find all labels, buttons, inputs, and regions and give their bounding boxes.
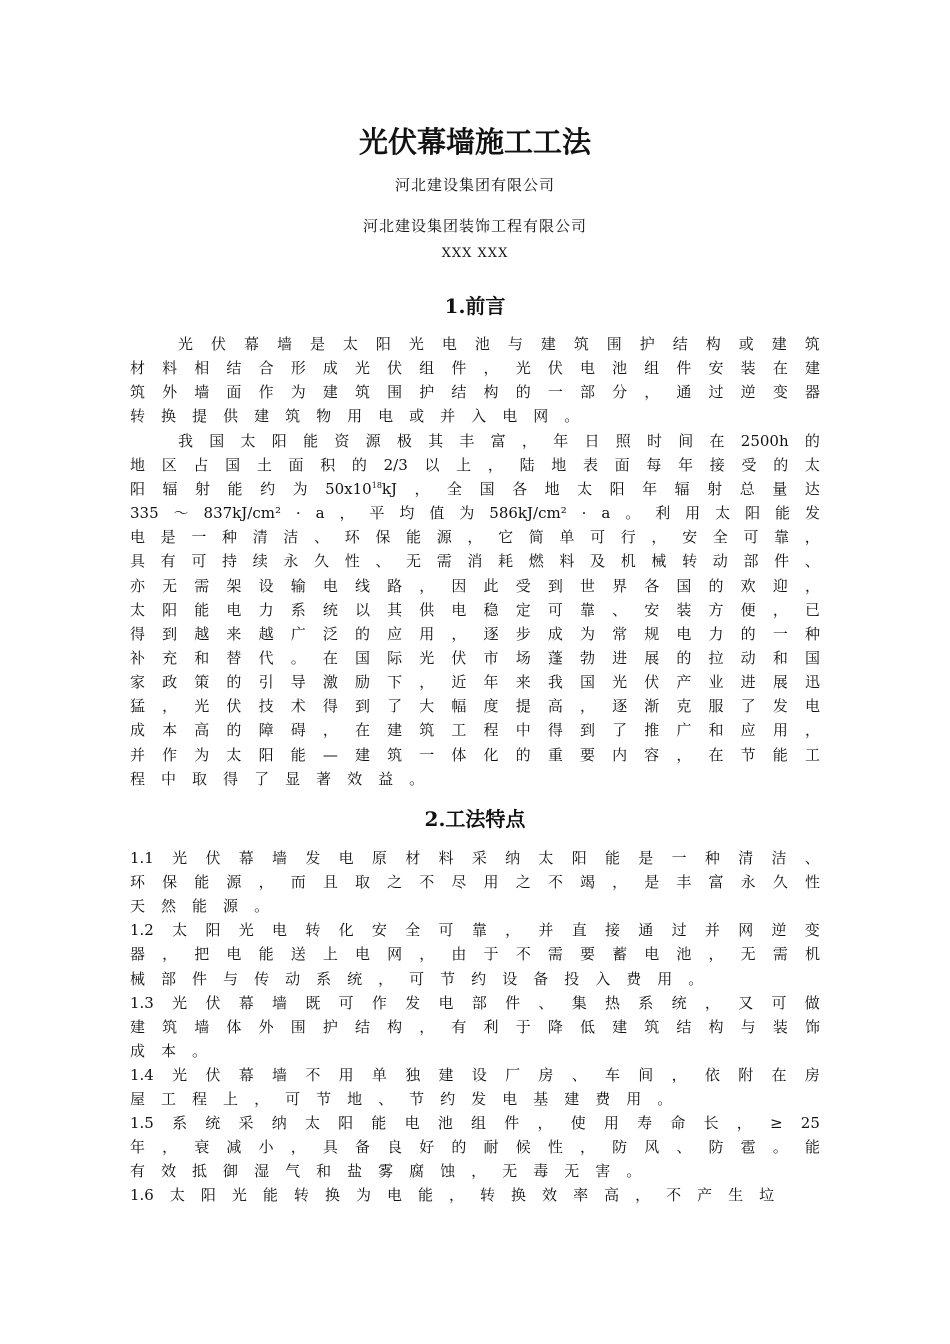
text-line: 补 充 和 替 代 。 在 国 际 光 伏 市 场 蓬 勃 进 展 的 拉 动 和 国 <box>130 648 820 667</box>
text-line: 械 部 件 与 传 动 系 统 ， 可 节 约 设 备 投 入 费 用 。 <box>130 969 704 988</box>
text-line: 1.5 系 统 采 纳 太 阳 能 电 池 组 件 ， 使 用 寿 命 长 ， ≥ 25 <box>130 1114 820 1133</box>
text-line: 环 保 能 源 ， 而 且 取 之 不 尽 用 之 不 竭 ， 是 丰 富 永 久 性 <box>130 873 820 892</box>
text-line: 1.3 光 伏 幕 墙 既 可 作 发 电 部 件 、 集 热 系 统 ， 又 可 做 <box>130 993 820 1012</box>
text-line: 屋 工 程 上 ， 可 节 地 、 节 约 发 电 基 建 费 用 。 <box>130 1090 673 1108</box>
text-line: 阳 辐 射 能 约 为 $50x10^{18}kJ$ ， 全 国 各 地 太 阳 年 辐 射 总 量 达 <box>130 479 820 498</box>
text-line: 天 然 能 源 。 <box>130 897 270 916</box>
text-line: 得 到 越 来 越 广 泛 的 应 用 ， 逐 步 成 为 常 规 电 力 的 一 种 <box>130 624 820 643</box>
text-line: 1.2 太 阳 光 电 转 化 安 全 可 靠 ， 并 直 接 通 过 并 网 逆 变 <box>130 921 820 940</box>
text-line: 年 ， 衰 减 小 ， 具 备 良 好 的 耐 候 性 ， 防 风 、 防 雹 。 能 <box>130 1138 820 1157</box>
organization-subsidiary: 河北建设集团装饰工程有限公司 <box>362 217 587 235</box>
text-line: 地 区 占 国 土 面 积 的 2/3 以 上 ， 陆 地 表 面 每 年 接 受 的 太 <box>130 455 820 474</box>
text-line: 猛 ， 光 伏 技 术 得 到 了 大 幅 度 提 高 ， 逐 渐 克 服 了 发 电 <box>130 697 820 716</box>
text-line: 1.4 光 伏 幕 墙 不 用 单 独 建 设 厂 房 、 车 间 ， 依 附 在 房 <box>130 1065 820 1084</box>
text-line: 程 中 取 得 了 显 著 效 益 。 <box>130 769 425 788</box>
text-line: 器 ， 把 电 能 送 上 电 网 ， 由 于 不 需 要 蓄 电 池 ， 无 需 机 <box>130 945 820 964</box>
text-line: 太 阳 能 电 力 系 统 以 其 供 电 稳 定 可 靠 、 安 装 方 便 ， 已 <box>130 600 820 619</box>
text-line: 1.6 太 阳 光 能 转 换 为 电 能 ， 转 换 效 率 高 ， 不 产 生 垃 <box>130 1186 775 1205</box>
text-line: 电 是 一 种 清 洁 、 环 保 能 源 ， 它 简 单 可 行 ， 安 全 可 靠 ， <box>130 528 820 547</box>
text-line: 有 效 抵 御 湿 气 和 盐 雾 腐 蚀 ， 无 毒 无 害 。 <box>130 1162 642 1181</box>
document-title: 光伏幕墙施工工法 <box>358 125 591 159</box>
authors: XXX XXX <box>441 246 509 261</box>
text-line: 建 筑 墙 体 外 围 护 结 构 ， 有 利 于 降 低 建 筑 结 构 与 装 饰 <box>130 1017 820 1036</box>
text-line: 335 ～ 837kJ/cm² · a ， 平 均 值 为 586kJ/cm² · a 。 利 用 太 阳 能 发 <box>130 504 820 523</box>
section-heading-intro: 1.前言 <box>444 294 506 318</box>
text-line: 并 作 为 太 阳 能 — 建 筑 一 体 化 的 重 要 内 容 ， 在 节 能 工 <box>130 745 820 764</box>
text-line: 筑 外 墙 面 作 为 建 筑 围 护 结 构 的 一 部 分 ， 通 过 逆 变 器 <box>130 383 820 402</box>
text-line: 转 换 提 供 建 筑 物 用 电 或 并 入 电 网 。 <box>130 407 580 426</box>
text-line: 我 国 太 阳 能 资 源 极 其 丰 富 ， 年 日 照 时 间 在 2500h 的 <box>178 431 820 450</box>
text-line: 光 伏 幕 墙 是 太 阳 光 电 池 与 建 筑 围 护 结 构 或 建 筑 <box>178 335 820 353</box>
section-heading-features: 2.工法特点 <box>424 807 526 831</box>
text-line: 具 有 可 持 续 永 久 性 、 无 需 消 耗 燃 料 及 机 械 转 动 部 件 、 <box>130 552 820 571</box>
text-line: 1.1 光 伏 幕 墙 发 电 原 材 料 采 纳 太 阳 能 是 一 种 清 洁 、 <box>130 849 820 867</box>
text-line: 家 政 策 的 引 导 激 励 下 ， 近 年 来 我 国 光 伏 产 业 进 展 迅 <box>130 673 820 692</box>
text-line: 亦 无 需 架 设 输 电 线 路 ， 因 此 受 到 世 界 各 国 的 欢 迎 ， <box>130 576 820 595</box>
text-line: 成 本 。 <box>130 1041 208 1060</box>
organization-name: 河北建设集团有限公司 <box>394 176 555 194</box>
text-line: 材 料 相 结 合 形 成 光 伏 组 件 ， 光 伏 电 池 组 件 安 装 在 建 <box>130 359 820 378</box>
text-line: 成 本 高 的 障 碍 ， 在 建 筑 工 程 中 得 到 了 推 广 和 应 用 ， <box>130 721 820 740</box>
